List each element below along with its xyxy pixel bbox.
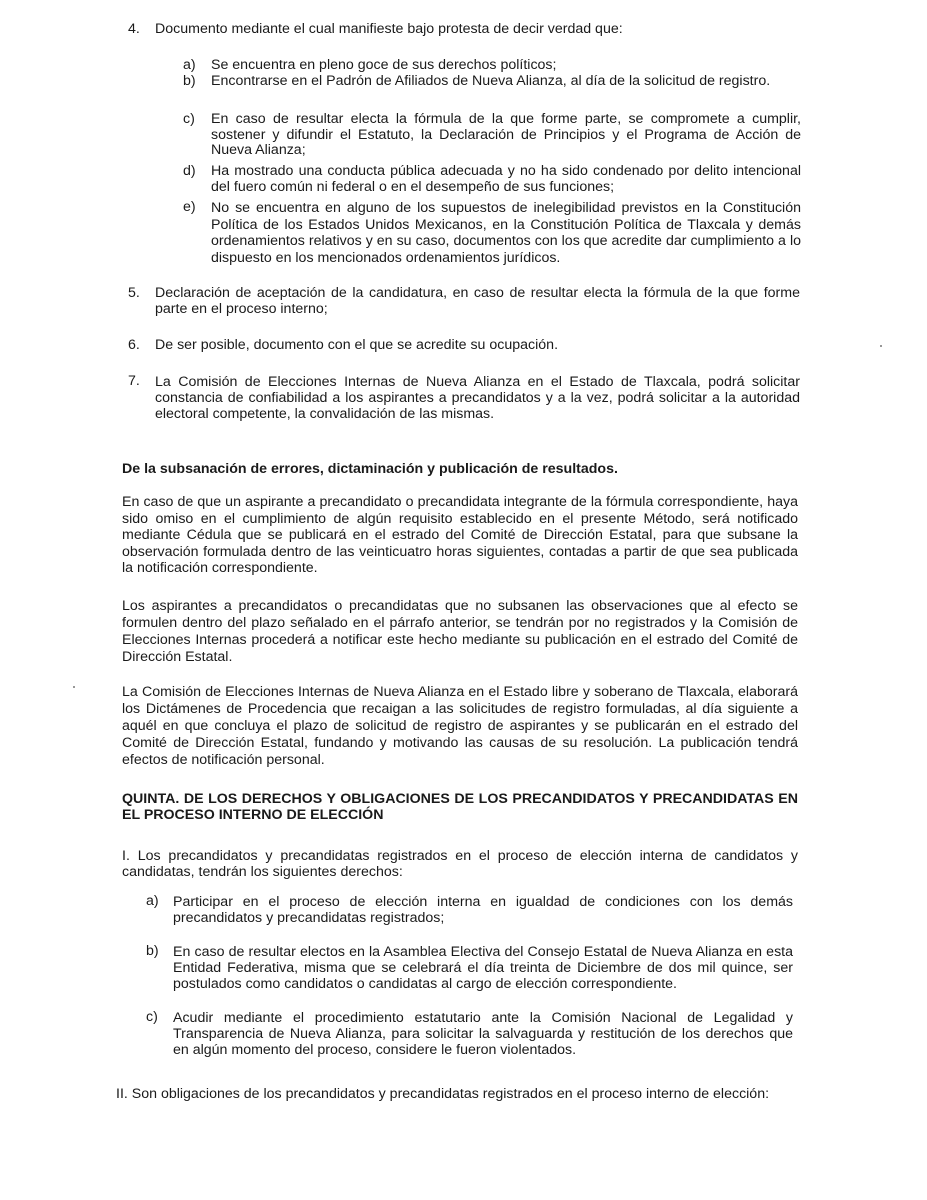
item-7-number: 7. xyxy=(128,373,140,389)
paragraph-subsanacion-3: La Comisión de Elecciones Internas de Nueva Alianza en el Estado libre y soberano de Tlaxcala, elaborará los Dictámenes de Procedencia que recaigan a las solicitudes de registro formuladas, al día siguiente a aquél en que concluya el plazo de solicitud de registro de aspirantes y se publicarán en el estrado del Comité de Dirección Estatal, fundando y motivando las causas de su resolución. La publicación tendrá efectos de notificación personal. xyxy=(122,684,798,768)
item-5-number: 5. xyxy=(128,285,140,301)
item-4c-text: En caso de resultar electa la fórmula de la que forme parte, se compromete a cumplir, sostener y difundir el Estatuto, la Declaración de Principios y el Programa de Acción de Nueva Alianza; xyxy=(211,111,801,158)
right-b-text: En caso de resultar electos en la Asamblea Electiva del Consejo Estatal de Nueva Alianza en esta Entidad Federativa, misma que se celebrará el día treinta de Diciembre de dos mil quince, ser postulados como candidatos o candidatas al cargo de elección correspondiente. xyxy=(173,944,793,992)
item-4b-label: b) xyxy=(183,73,196,89)
section-heading-quinta: QUINTA. DE LOS DERECHOS Y OBLIGACIONES DE LOS PRECANDIDATOS Y PRECANDIDATAS EN EL PROCESO INTERNO DE ELECCIÓN xyxy=(122,791,798,823)
scan-speck xyxy=(73,686,75,688)
right-c-text: Acudir mediante el procedimiento estatutario ante la Comisión Nacional de Legalidad y Transparencia de Nueva Alianza, para solicitar la salvaguarda y restitución de los derechos que en algún momento del proceso, considere le fueron violentados. xyxy=(173,1010,793,1058)
paragraph-obligations-intro: II. Son obligaciones de los precandidatos y precandidatas registrados en el proceso interno de elección: xyxy=(116,1086,770,1102)
item-4e-text: No se encuentra en alguno de los supuestos de inelegibilidad previstos en la Constitución Política de los Estados Unidos Mexicanos, en la Constitución Política de Tlaxcala y demás ordenamientos relativos y en su caso, documentos con los que acredite dar cumplimiento a lo dispuesto en los mencionados ordenamientos jurídicos. xyxy=(211,200,801,266)
scan-speck xyxy=(880,345,882,347)
item-7-text: La Comisión de Elecciones Internas de Nueva Alianza en el Estado de Tlaxcala, podrá solicitar constancia de confiabilidad a los aspirantes a precandidatos y a la vez, podrá solicitar a la autoridad electoral competente, la convalidación de las mismas. xyxy=(155,374,800,422)
item-4a-text: Se encuentra en pleno goce de sus derechos políticos; xyxy=(211,57,557,73)
item-4b-text: Encontrarse en el Padrón de Afiliados de Nueva Alianza, al día de la solicitud de registro. xyxy=(211,73,771,89)
paragraph-subsanacion-1: En caso de que un aspirante a precandidato o precandidata integrante de la fórmula correspondiente, haya sido omiso en el cumplimiento de algún requisito establecido en el presente Método, será notificado mediante Cédula que se publicará en el estrado del Comité de Dirección Estatal, para que subsane la observación formulada dentro de las veinticuatro horas siguientes, contadas a partir de que sea publicada la notificación correspondiente. xyxy=(122,494,798,576)
item-4-number: 4. xyxy=(128,21,140,37)
item-6-text: De ser posible, documento con el que se acredite su ocupación. xyxy=(155,337,559,353)
item-4d-text: Ha mostrado una conducta pública adecuada y no ha sido condenado por delito intencional del fuero común ni federal o en el desempeño de sus funciones; xyxy=(211,163,801,195)
item-4e-label: e) xyxy=(183,199,196,215)
item-4d-label: d) xyxy=(183,163,196,179)
right-a-label: a) xyxy=(146,893,159,909)
item-4c-label: c) xyxy=(183,111,195,127)
section-heading-subsanacion: De la subsanación de errores, dictaminación y publicación de resultados. xyxy=(122,461,618,477)
item-6-number: 6. xyxy=(128,337,140,353)
item-5-text: Declaración de aceptación de la candidatura, en caso de resultar electa la fórmula de la que forme parte en el proceso interno; xyxy=(155,285,800,317)
paragraph-subsanacion-2: Los aspirantes a precandidatos o precandidatas que no subsanen las observaciones que al efecto se formulen dentro del plazo señalado en el párrafo anterior, se tendrán por no registrados y la Comisión de Elecciones Internas procederá a notificar este hecho mediante su publicación en el estrado del Comité de Dirección Estatal. xyxy=(122,598,798,665)
item-4-text: Documento mediante el cual manifieste bajo protesta de decir verdad que: xyxy=(155,21,623,37)
right-a-text: Participar en el proceso de elección interna en igualdad de condiciones con los demás precandidatos y precandidatas registrados; xyxy=(173,894,793,926)
paragraph-rights-intro: I. Los precandidatos y precandidatas registrados en el proceso de elección interna de candidatos y candidatas, tendrán los siguientes derechos: xyxy=(122,848,798,880)
right-c-label: c) xyxy=(146,1009,158,1025)
right-b-label: b) xyxy=(146,943,159,959)
item-4a-label: a) xyxy=(183,57,196,73)
